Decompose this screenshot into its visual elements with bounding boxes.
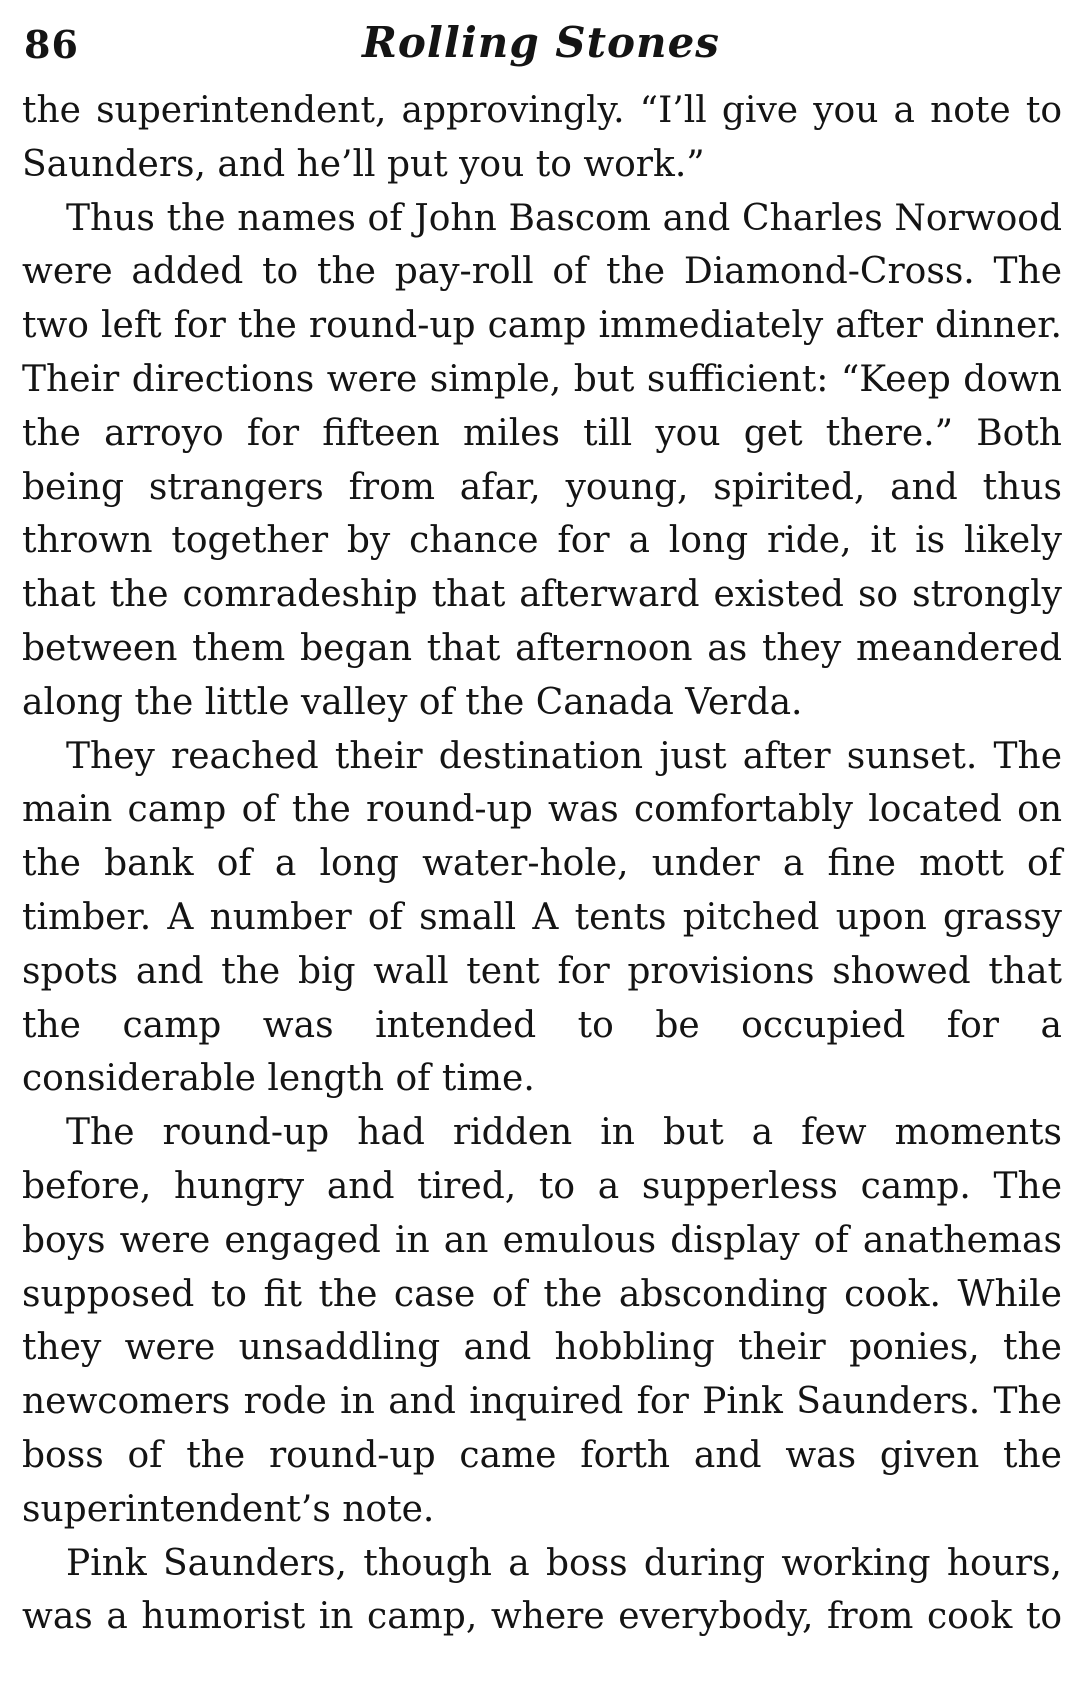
body-text [22,84,1062,1644]
page-number: 86 [24,22,79,67]
running-title: Rolling Stones [362,18,720,67]
book-page [22,14,1062,1644]
paragraph: The round-up had ridden in but a few moments before, hungry and tired, to a supperless camp. The boys were engaged in an emulous display of anathemas supposed to fit the case of the absconding cook. While they were unsaddling and hobbling their ponies, the newcomers rode in and inquired for Pink Saunders. The boss of the round-up came forth and was given the superintendent’s note. [22,1112,1062,1530]
paragraph: They reached their destination just after sunset. The main camp of the round-up was comfortably located on the bank of a long water-hole, under a fine mott of timber. A number of small A tents pitched upon grassy spots and the big wall tent for provisions showed that the camp was intended to be occupied for a considerable length of time. [22,735,1062,1100]
paragraph: Thus the names of John Bascom and Charles Norwood were added to the pay-roll of the Diamond-Cross. The two left for the round-up camp immediately after dinner. Their directions were simple, but sufficient: “Keep down the arroyo for fifteen miles till you get there.” Both being strangers from afar, young, spirited, and thus thrown together by chance for a long ride, it is likely that the comradeship that afterward existed so strongly between them began that afternoon as they meandered along the little valley of the Canada Verda. [22,197,1062,723]
paragraph-continues-next-page: Pink Saunders, though a boss during working hours, was a humorist in camp, where everybody, from cook to [22,1542,1062,1638]
page-header [22,14,1062,74]
paragraph-continuation: the superintendent, approvingly. “I’ll give you a note to Saunders, and he’ll put you to work.” [22,90,1062,185]
